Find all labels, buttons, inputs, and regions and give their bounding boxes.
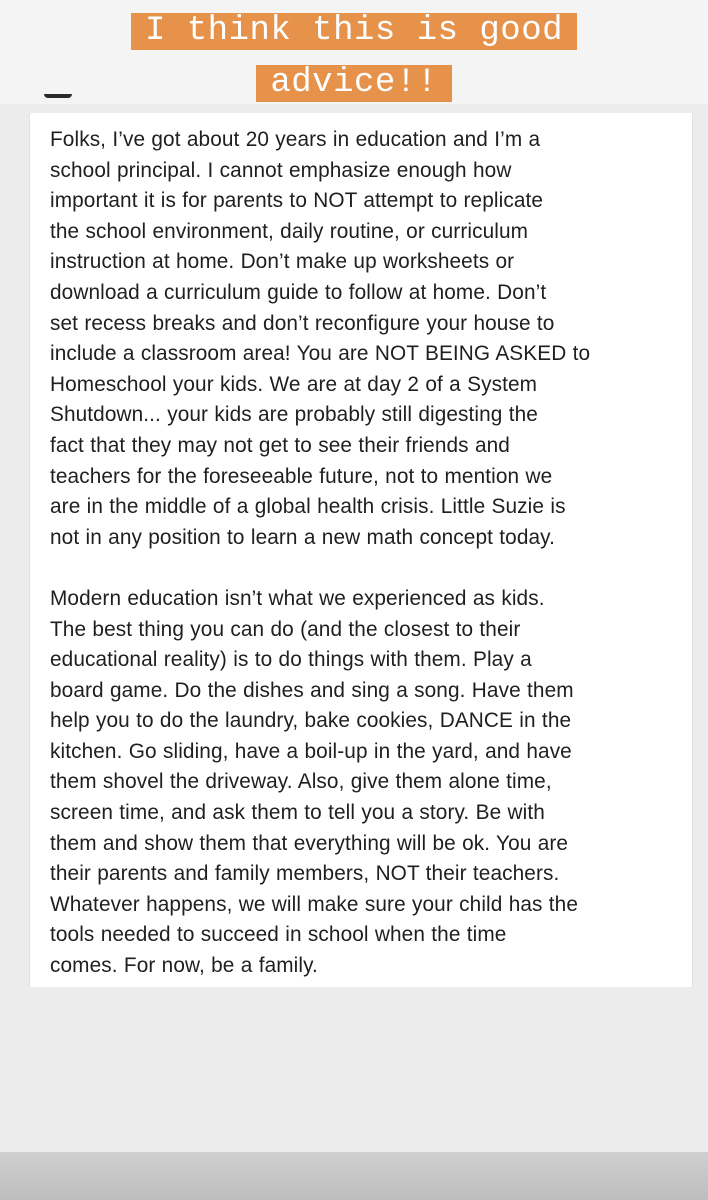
caption-text: I think this is good — [131, 13, 577, 50]
post-text-line: Modern education isn’t what we experienced as kids. — [50, 586, 545, 610]
post-text-line: download a curriculum guide to follow at home. Don’t — [50, 280, 547, 304]
post-card — [29, 113, 693, 987]
post-text-line: fact that they may not get to see their friends and — [50, 433, 510, 457]
post-text-line: are in the middle of a global health crisis. Little Suzie is — [50, 495, 566, 519]
post-text-line: include a classroom area! You are NOT BEING ASKED to — [50, 342, 591, 366]
story-caption-line-2 — [0, 65, 708, 102]
post-text-line: kitchen. Go sliding, have a boil-up in the yard, and have — [50, 739, 572, 763]
post-paragraph — [50, 584, 680, 982]
post-text — [50, 125, 680, 982]
post-text-line: The best thing you can do (and the closest to their — [50, 617, 521, 641]
post-text-line: Homeschool your kids. We are at day 2 of a System — [50, 372, 538, 396]
paragraph-spacer — [50, 553, 680, 584]
post-text-line: Shutdown... your kids are probably still digesting the — [50, 403, 538, 427]
post-text-line: Folks, I’ve got about 20 years in education and I’m a — [50, 128, 541, 151]
post-text-line: comes. For now, be a family. — [50, 954, 318, 978]
story-footer — [0, 1152, 708, 1200]
post-text-line: set recess breaks and don’t reconfigure your house to — [50, 311, 555, 335]
post-text-line: the school environment, daily routine, or curriculum — [50, 219, 529, 243]
post-text-line: their parents and family members, NOT their teachers. — [50, 862, 560, 886]
caption-text: advice!! — [256, 65, 451, 102]
post-text-line: screen time, and ask them to tell you a story. Be with — [50, 801, 545, 825]
post-text-line: teachers for the foreseeable future, not to mention we — [50, 464, 553, 488]
post-text-line: them shovel the driveway. Also, give them alone time, — [50, 770, 552, 794]
post-paragraph — [50, 125, 680, 553]
post-text-line: not in any position to learn a new math concept today. — [50, 525, 555, 549]
post-text-line: important it is for parents to NOT attempt to replicate — [50, 189, 544, 213]
post-text-line: board game. Do the dishes and sing a song. Have them — [50, 678, 574, 702]
post-text-line: educational reality) is to do things with them. Play a — [50, 648, 532, 672]
post-text-line: them and show them that everything will be ok. You are — [50, 831, 569, 855]
post-text-line: Whatever happens, we will make sure your child has the — [50, 892, 579, 916]
post-text-line: school principal. I cannot emphasize enough how — [50, 158, 512, 182]
story-caption-line-1 — [0, 13, 708, 50]
post-text-line: instruction at home. Don’t make up worksheets or — [50, 250, 515, 274]
post-text-line: tools needed to succeed in school when the time — [50, 923, 507, 947]
post-text-line: help you to do the laundry, bake cookies, DANCE in the — [50, 709, 572, 733]
